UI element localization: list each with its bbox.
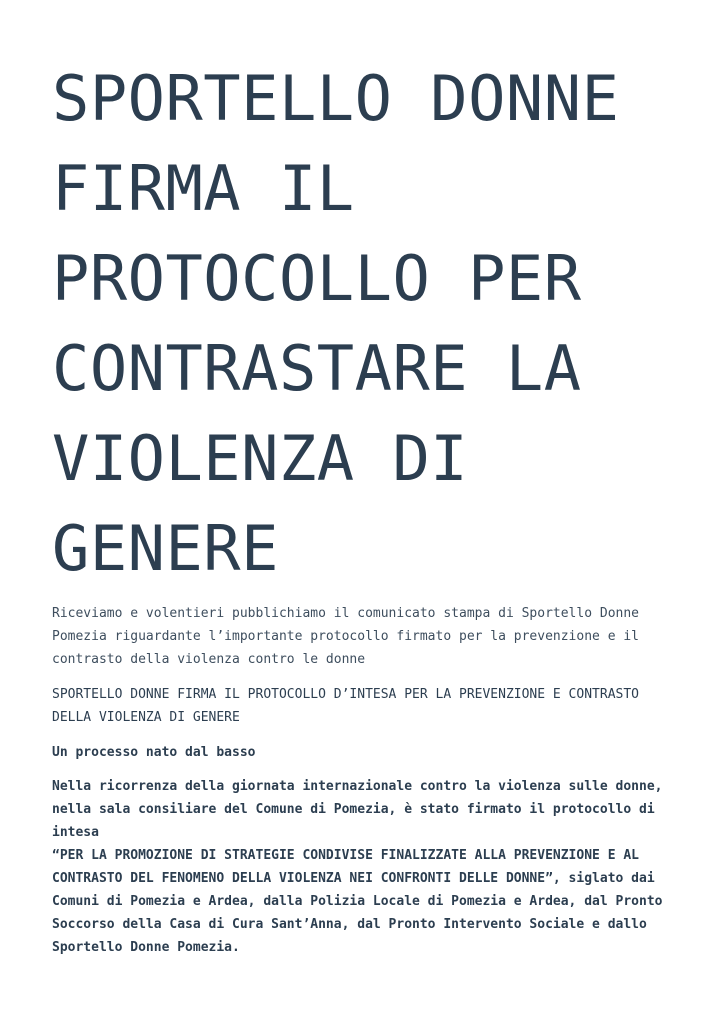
subtitle-line: SPORTELLO DONNE FIRMA IL PROTOCOLLO D’INTESA PER LA PREVENZIONE E CONTRASTO [52,687,639,702]
body-line: Soccorso della Casa di Cura Sant’Anna, dal Pronto Intervento Sociale e dallo [52,917,647,932]
title-line: FIRMA IL [52,152,355,225]
body-line: CONTRASTO DEL FENOMENO DELLA VIOLENZA NEI CONFRONTI DELLE DONNE”, siglato dai [52,871,655,886]
title-line: CONTRASTARE LA [52,332,582,405]
subtitle-line: DELLA VIOLENZA DI GENERE [52,710,240,725]
body-line: “PER LA PROMOZIONE DI STRATEGIE CONDIVISE FINALIZZATE ALLA PREVENZIONE E AL [52,848,639,863]
intro-paragraph [52,602,682,671]
title-line: VIOLENZA DI [52,422,469,495]
section-heading: Un processo nato dal basso [52,745,256,760]
title-line: PROTOCOLLO PER [52,242,582,315]
intro-line: Pomezia riguardante l’importante protocollo firmato per la prevenzione e il [52,629,639,644]
body-line: Sportello Donne Pomezia. [52,940,240,955]
article [52,54,682,959]
body-line: Comuni di Pomezia e Ardea, dalla Polizia Locale di Pomezia e Ardea, dal Pronto [52,894,663,909]
intro-line: Riceviamo e volentieri pubblichiamo il comunicato stampa di Sportello Donne [52,606,639,621]
body-line: nella sala consiliare del Comune di Pomezia, è stato firmato il protocollo di [52,802,655,817]
title-line: SPORTELLO DONNE [52,62,620,135]
body-line: intesa [52,825,99,840]
body-line: Nella ricorrenza della giornata internazionale contro la violenza sulle donne, [52,779,663,794]
title-line: GENERE [52,512,279,585]
intro-line: contrasto della violenza contro le donne [52,652,366,667]
article-title [52,54,682,594]
press-release-title [52,683,682,729]
body-paragraph [52,775,682,959]
